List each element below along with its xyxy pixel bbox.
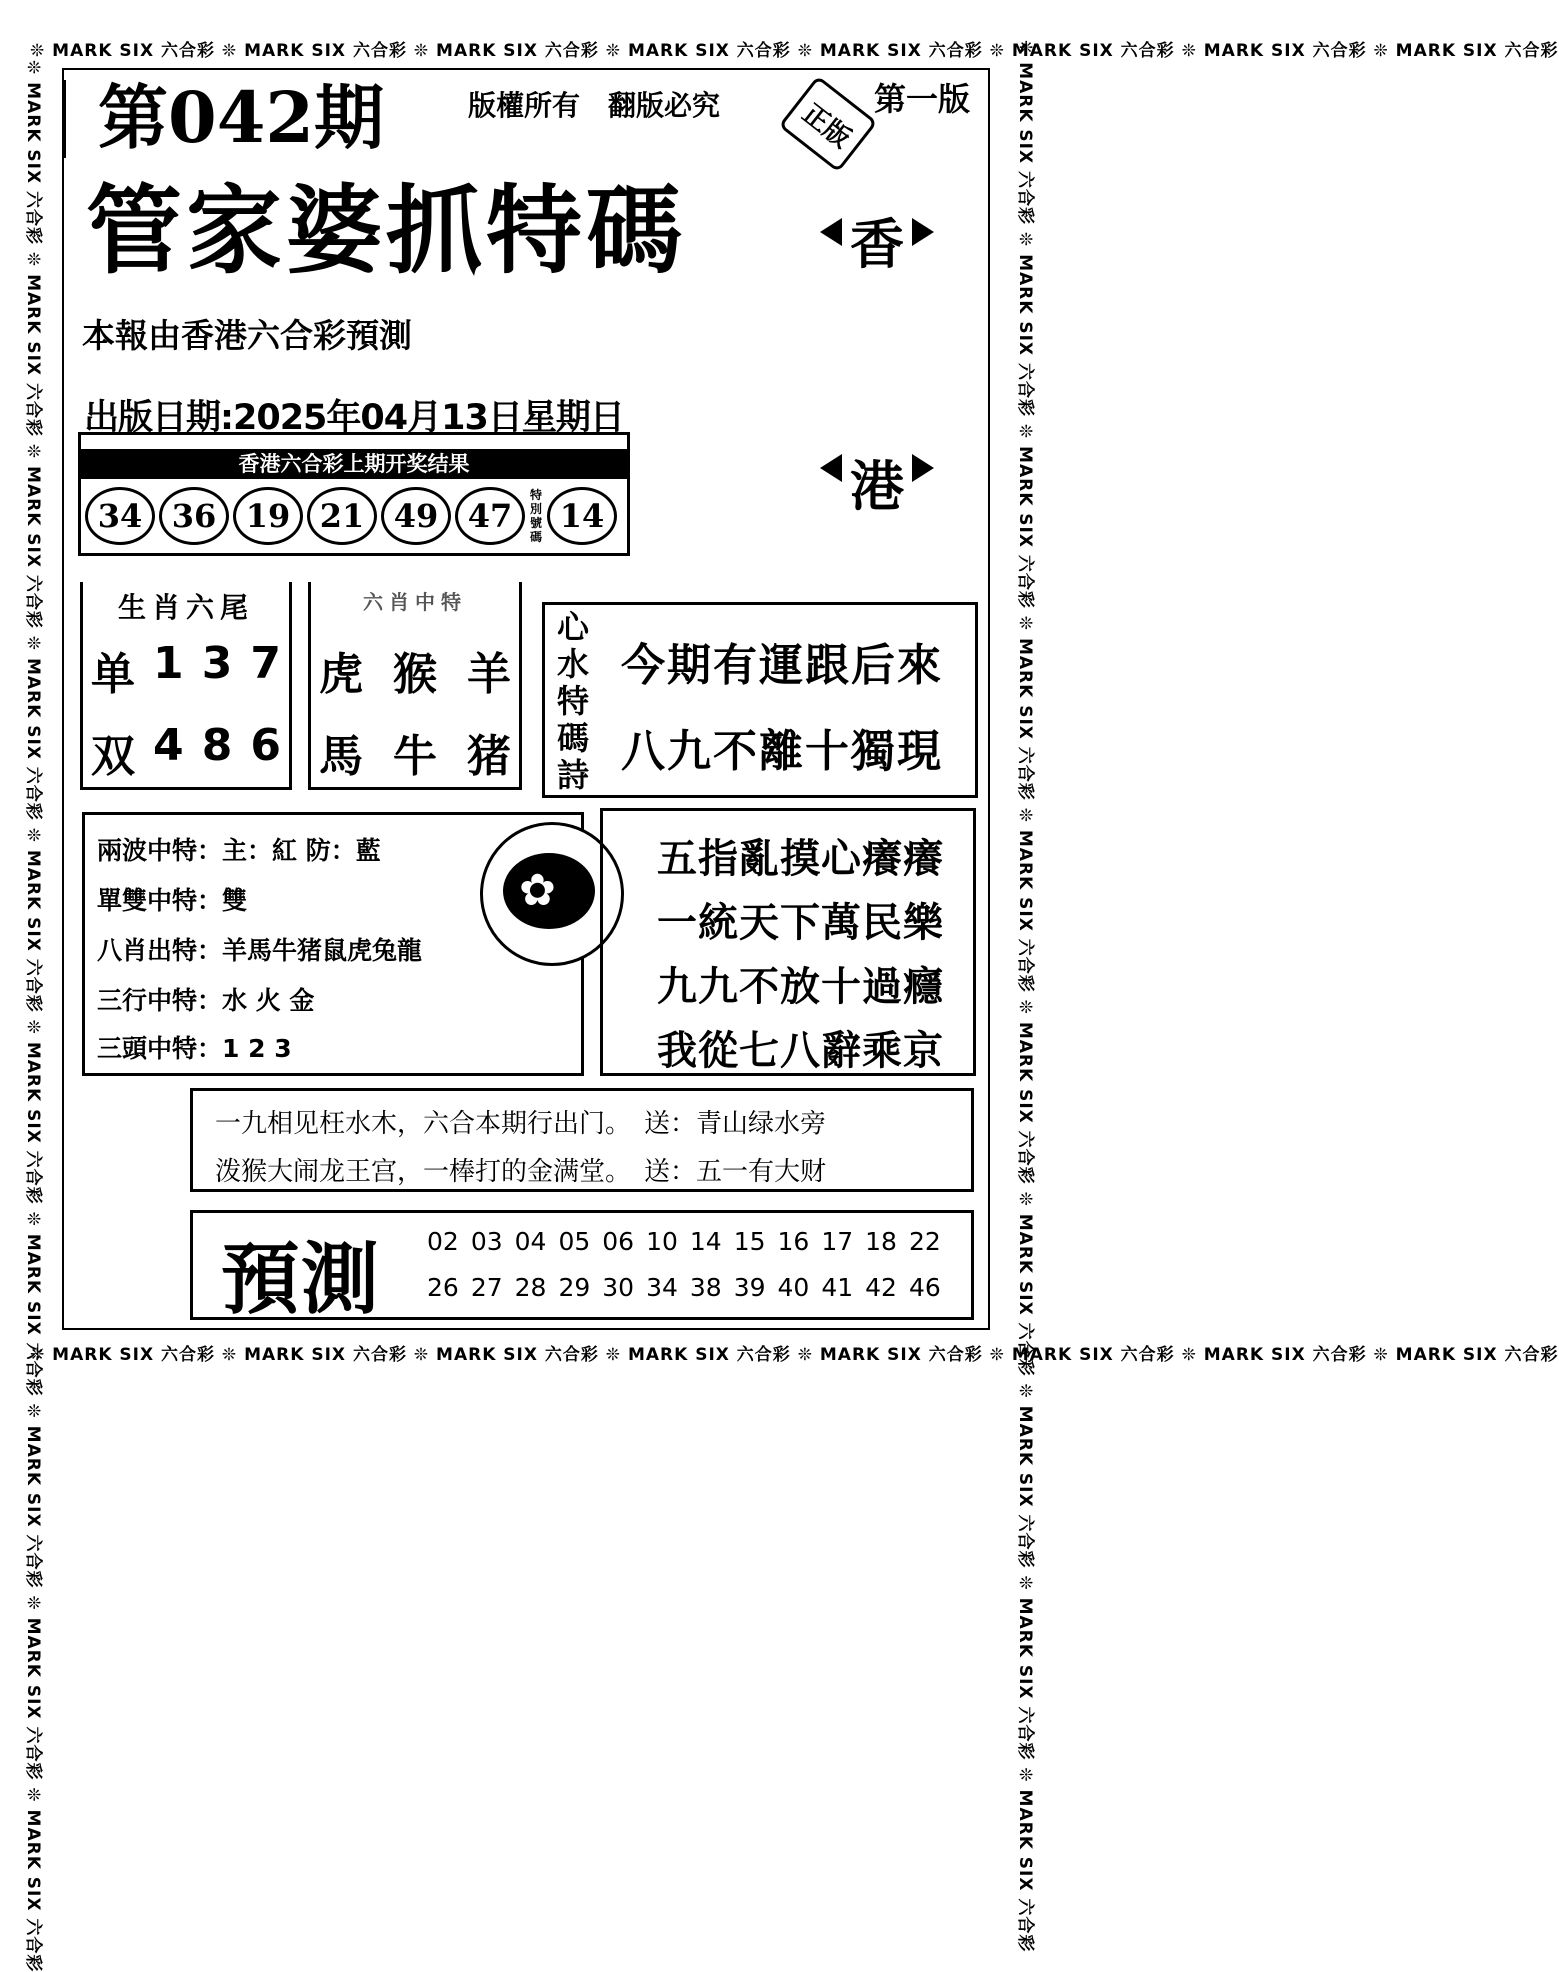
issue-number: 第042期 xyxy=(98,76,385,159)
results-heading: 香港六合彩上期开奖结果 xyxy=(81,449,627,479)
forecast-number: 22 xyxy=(908,1227,941,1256)
tail-row-odd xyxy=(91,638,281,702)
gift-line: 一九相见枉水木，六合本期行出门。 送：青山绿水旁 xyxy=(215,1109,827,1139)
badge-gang-char: 港 xyxy=(850,453,904,518)
forecast-number: 05 xyxy=(558,1227,591,1256)
forecast-number: 28 xyxy=(514,1273,547,1302)
tail-digit: 6 xyxy=(250,720,281,771)
forecast-number: 30 xyxy=(602,1273,635,1302)
result-ball: 19 xyxy=(233,487,303,545)
tail-digit: 7 xyxy=(250,638,281,689)
forecast-number: 39 xyxy=(733,1273,766,1302)
border-strip-bottom: ❊ MARK SIX 六合彩 ❊ MARK SIX 六合彩 ❊ MARK SIX 六合彩 ❊ MARK SIX 六合彩 ❊ MARK SIX 六合彩 ❊ MARK SIX 六合彩 ❊ MARK SIX 六合彩 ❊ MARK SIX 六合彩 xyxy=(30,1345,1559,1365)
forecast-number: 40 xyxy=(777,1273,810,1302)
fact-line: 三行中特：水 火 金 xyxy=(97,986,315,1015)
special-ball: 14 xyxy=(547,487,617,545)
badge-xiang xyxy=(812,190,942,290)
border-strip-top: ❊ MARK SIX 六合彩 ❊ MARK SIX 六合彩 ❊ MARK SIX 六合彩 ❊ MARK SIX 六合彩 ❊ MARK SIX 六合彩 ❊ MARK SIX 六合彩 ❊ MARK SIX 六合彩 ❊ MARK SIX 六合彩 xyxy=(30,41,1559,61)
issue-bar xyxy=(62,80,66,158)
page-title: 管家婆抓特碼 xyxy=(86,174,686,287)
fact-line: 單雙中特：雙 xyxy=(97,886,248,915)
forecast-number: 26 xyxy=(427,1273,459,1302)
forecast-number: 18 xyxy=(865,1227,897,1256)
result-ball: 47 xyxy=(455,487,525,545)
forecast-label: 預測 xyxy=(221,1234,382,1325)
poem4-line: 我從七八辭乘京 xyxy=(657,1028,944,1074)
tail-prediction-box xyxy=(80,582,292,790)
bauhinia-flower-icon: ✿ xyxy=(519,865,556,916)
border-strip-left: ❊ MARK SIX 六合彩 ❊ MARK SIX 六合彩 ❊ MARK SIX 六合彩 ❊ MARK SIX 六合彩 ❊ MARK SIX 六合彩 ❊ MARK SIX 六合彩 ❊ MARK SIX 六合彩 ❊ MARK SIX 六合彩 ❊ MARK SIX 六合彩 ❊ MARK SIX 六合彩 xyxy=(23,60,43,1972)
zodiac-sign: 猪 xyxy=(467,731,511,782)
zodiac-row xyxy=(319,638,511,702)
poem4-line: 五指亂摸心癢癢 xyxy=(657,836,944,882)
zodiac-sign: 虎 xyxy=(319,649,363,700)
genuine-stamp-text: 正版 xyxy=(796,98,857,154)
forecast-number: 10 xyxy=(646,1227,678,1256)
tail-row-label: 单 xyxy=(91,649,135,700)
fact-line: 八肖出特：羊馬牛猪鼠虎兔龍 xyxy=(97,936,423,965)
zodiac-sign: 羊 xyxy=(467,649,511,700)
gift-verse-box xyxy=(190,1088,974,1192)
tail-digit: 3 xyxy=(201,638,233,689)
four-line-poem-box xyxy=(600,808,976,1076)
forecast-number: 03 xyxy=(470,1227,503,1256)
forecast-number: 02 xyxy=(427,1227,459,1256)
zodiac-heading: 六肖中特 xyxy=(363,590,467,614)
forecast-number: 29 xyxy=(558,1273,591,1302)
zodiac-row xyxy=(319,720,511,784)
result-ball: 34 xyxy=(85,487,155,545)
fact-line: 兩波中特：主：紅 防：藍 xyxy=(97,836,381,865)
zodiac-sign: 猴 xyxy=(393,649,437,700)
forecast-number: 16 xyxy=(777,1227,810,1256)
tail-row-label: 双 xyxy=(91,731,135,782)
zodiac-sign: 馬 xyxy=(319,731,363,782)
poem4-line: 一統天下萬民樂 xyxy=(657,900,944,946)
forecast-number: 41 xyxy=(821,1273,854,1302)
tail-heading: 生肖六尾 xyxy=(117,591,254,624)
copyright-notice: 版權所有 翻版必究 xyxy=(468,89,721,122)
forecast-number: 06 xyxy=(602,1227,635,1256)
forecast-row-1 xyxy=(427,1227,941,1256)
forecast-number: 42 xyxy=(865,1273,897,1302)
badge-gang xyxy=(812,432,942,532)
border-strip-right: ❊ MARK SIX 六合彩 ❊ MARK SIX 六合彩 ❊ MARK SIX 六合彩 ❊ MARK SIX 六合彩 ❊ MARK SIX 六合彩 ❊ MARK SIX 六合彩 ❊ MARK SIX 六合彩 ❊ MARK SIX 六合彩 ❊ MARK SIX 六合彩 ❊ MARK SIX 六合彩 xyxy=(1015,40,1035,1953)
forecast-number: 38 xyxy=(689,1273,722,1302)
forecast-number: 17 xyxy=(821,1227,854,1256)
forecast-number: 14 xyxy=(689,1227,722,1256)
forecast-number: 04 xyxy=(514,1227,547,1256)
forecast-box xyxy=(190,1210,974,1325)
badge-left-arrow-icon xyxy=(820,218,842,246)
badge-left-arrow-icon xyxy=(820,454,842,482)
gift-line: 泼猴大闹龙王宫，一棒打的金满堂。 送：五一有大财 xyxy=(215,1157,827,1187)
result-ball: 36 xyxy=(159,487,229,545)
fact-line: 三頭中特：1 2 3 xyxy=(97,1034,292,1063)
result-ball: 21 xyxy=(307,487,377,545)
result-balls xyxy=(85,487,617,545)
edition-label: 第一版 xyxy=(874,80,971,118)
poem-line: 今期有運跟后來 xyxy=(621,640,943,691)
tail-digit: 4 xyxy=(153,720,184,771)
zodiac-prediction-box xyxy=(308,582,522,790)
tail-row-even xyxy=(91,720,281,784)
forecast-number: 34 xyxy=(646,1273,678,1302)
result-ball: 49 xyxy=(381,487,451,545)
page-subtitle: 本報由香港六合彩預測 xyxy=(82,316,412,355)
forecast-row-2 xyxy=(427,1273,941,1302)
special-code-poem-box xyxy=(542,602,978,798)
tail-digit: 8 xyxy=(201,720,233,771)
badge-right-arrow-icon xyxy=(912,218,934,246)
forecast-number: 15 xyxy=(733,1227,766,1256)
forecast-number: 27 xyxy=(470,1273,503,1302)
zodiac-sign: 牛 xyxy=(393,731,437,782)
badge-xiang-char: 香 xyxy=(850,211,904,276)
publish-date: 出版日期:2025年04月13日星期日 xyxy=(84,398,624,438)
forecast-number: 46 xyxy=(908,1273,941,1302)
badge-right-arrow-icon xyxy=(912,454,934,482)
last-draw-results xyxy=(78,432,630,556)
poem-side-label: 心水特碼詩 xyxy=(556,608,589,794)
special-number-label: 特別號碼 xyxy=(529,488,542,544)
poem-line: 八九不離十獨現 xyxy=(621,726,943,777)
tail-digit: 1 xyxy=(153,638,184,689)
poem4-line: 九九不放十過癮 xyxy=(657,964,944,1010)
